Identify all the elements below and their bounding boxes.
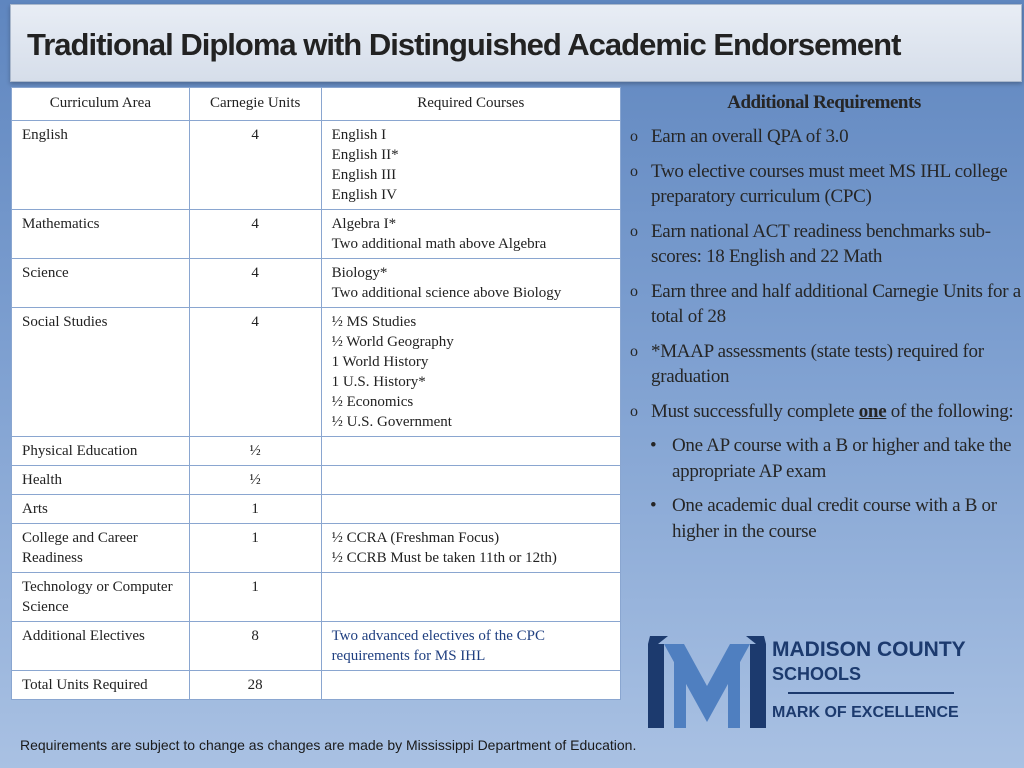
additional-requirements-panel	[626, 92, 1022, 553]
header-required-courses: Required Courses	[321, 88, 620, 121]
curriculum-area-cell: Mathematics	[12, 210, 190, 259]
mcs-m-logo-icon	[648, 636, 766, 728]
title-bar	[10, 4, 1022, 82]
required-courses-cell	[321, 121, 620, 210]
required-courses-cell	[321, 210, 620, 259]
circle-bullet-icon: o	[630, 128, 638, 145]
course-line: ½ U.S. Government	[331, 414, 452, 430]
choice-options-list	[626, 433, 1022, 544]
header-curriculum-area: Curriculum Area	[12, 88, 190, 121]
course-line: English I	[331, 127, 387, 143]
course-line: 1 U.S. History*	[331, 374, 426, 390]
required-courses-cell	[321, 671, 620, 700]
curriculum-area-cell: Arts	[12, 495, 190, 524]
table-row	[12, 524, 621, 573]
carnegie-units-cell: 1	[189, 573, 321, 622]
carnegie-units-cell: 1	[189, 524, 321, 573]
page-title: Traditional Diploma with Distinguished Academic Endorsement	[27, 27, 901, 62]
choice-option-item	[626, 493, 1022, 544]
table-row	[12, 671, 621, 700]
course-line: Two advanced electives of the CPC requirements for MS IHL	[331, 628, 546, 664]
circle-bullet-icon: o	[630, 342, 638, 360]
requirement-item	[626, 339, 1022, 390]
table-row	[12, 121, 621, 210]
table-row	[12, 259, 621, 308]
course-line: ½ MS Studies	[331, 314, 417, 330]
circle-bullet-icon: o	[630, 162, 638, 180]
madison-county-schools-logo	[648, 636, 998, 728]
course-line: Algebra I*	[331, 216, 397, 232]
required-courses-cell	[321, 259, 620, 308]
choice-option-text: One AP course with a B or higher and take the appropriate AP exam	[672, 435, 1012, 482]
course-line: ½ Economics	[331, 394, 414, 410]
circle-bullet-icon: o	[630, 402, 638, 420]
choice-option-text: One academic dual credit course with a B or higher in the course	[672, 495, 997, 542]
curriculum-area-cell: Total Units Required	[12, 671, 190, 700]
course-line: English III	[331, 167, 397, 183]
logo-divider	[788, 692, 954, 694]
course-line: ½ World Geography	[331, 334, 454, 350]
logo-tagline: MARK OF EXCELLENCE	[772, 704, 959, 721]
carnegie-units-cell: 1	[189, 495, 321, 524]
requirement-text: Earn national ACT readiness benchmarks sub-scores: 18 English and 22 Math	[651, 220, 991, 267]
course-line: English IV	[331, 187, 397, 203]
requirement-item	[626, 219, 1022, 270]
carnegie-units-cell: ½	[189, 466, 321, 495]
curriculum-area-cell: College and Career Readiness	[12, 524, 190, 573]
choice-option-item	[626, 433, 1022, 484]
carnegie-units-cell: ½	[189, 437, 321, 466]
requirement-item	[626, 124, 1022, 150]
header-carnegie-units: Carnegie Units	[189, 88, 321, 121]
table-row	[12, 466, 621, 495]
table-row	[12, 495, 621, 524]
required-courses-cell	[321, 495, 620, 524]
carnegie-units-cell: 4	[189, 210, 321, 259]
requirements-table	[11, 87, 621, 700]
course-line: ½ CCRB Must be taken 11th or 12th)	[331, 550, 557, 566]
logo-name-line1: MADISON COUNTY	[772, 638, 966, 661]
course-line: 1 World History	[331, 354, 429, 370]
table-row	[12, 437, 621, 466]
carnegie-units-cell: 4	[189, 259, 321, 308]
course-line: English II*	[331, 147, 399, 163]
requirement-text: Earn an overall QPA of 3.0	[651, 126, 849, 147]
circle-bullet-icon: o	[630, 282, 638, 300]
curriculum-area-cell: Physical Education	[12, 437, 190, 466]
footer-note: Requirements are subject to change as changes are made by Mississippi Department of Education.	[20, 737, 637, 753]
circle-bullet-icon: o	[630, 222, 638, 240]
requirement-item-choice: o Must successfully complete one of the following:	[626, 399, 1022, 425]
curriculum-area-cell: Technology or Computer Science	[12, 573, 190, 622]
additional-requirements-heading: Additional Requirements	[727, 92, 921, 113]
course-line: Biology*	[331, 265, 388, 281]
table-body	[12, 121, 621, 700]
curriculum-area-cell: Health	[12, 466, 190, 495]
dot-bullet-icon: •	[650, 435, 657, 456]
required-courses-cell	[321, 466, 620, 495]
table-row	[12, 210, 621, 259]
requirement-item	[626, 279, 1022, 330]
required-courses-cell	[321, 524, 620, 573]
course-line: Two additional math above Algebra	[331, 236, 547, 252]
table-row	[12, 622, 621, 671]
carnegie-units-cell: 28	[189, 671, 321, 700]
table-row	[12, 308, 621, 437]
required-courses-cell	[321, 573, 620, 622]
required-courses-cell	[321, 622, 620, 671]
requirement-item	[626, 159, 1022, 210]
requirement-text: Earn three and half additional Carnegie Units for a total of 28	[651, 280, 1021, 327]
logo-name-line2: SCHOOLS	[772, 664, 862, 684]
requirement-text: *MAAP assessments (state tests) required for graduation	[651, 340, 984, 387]
required-courses-cell	[321, 308, 620, 437]
dot-bullet-icon: •	[650, 495, 657, 516]
carnegie-units-cell: 4	[189, 121, 321, 210]
course-line: ½ CCRA (Freshman Focus)	[331, 530, 500, 546]
carnegie-units-cell: 8	[189, 622, 321, 671]
curriculum-area-cell: English	[12, 121, 190, 210]
additional-requirements-list	[626, 124, 1022, 390]
curriculum-area-cell: Additional Electives	[12, 622, 190, 671]
emphasized-one: one	[858, 400, 887, 422]
table-header-row	[12, 88, 621, 121]
table-row	[12, 573, 621, 622]
required-courses-cell	[321, 437, 620, 466]
course-line: Two additional science above Biology	[331, 285, 562, 301]
curriculum-area-cell: Science	[12, 259, 190, 308]
curriculum-area-cell: Social Studies	[12, 308, 190, 437]
carnegie-units-cell: 4	[189, 308, 321, 437]
requirement-text: Two elective courses must meet MS IHL college preparatory curriculum (CPC)	[651, 160, 1008, 207]
